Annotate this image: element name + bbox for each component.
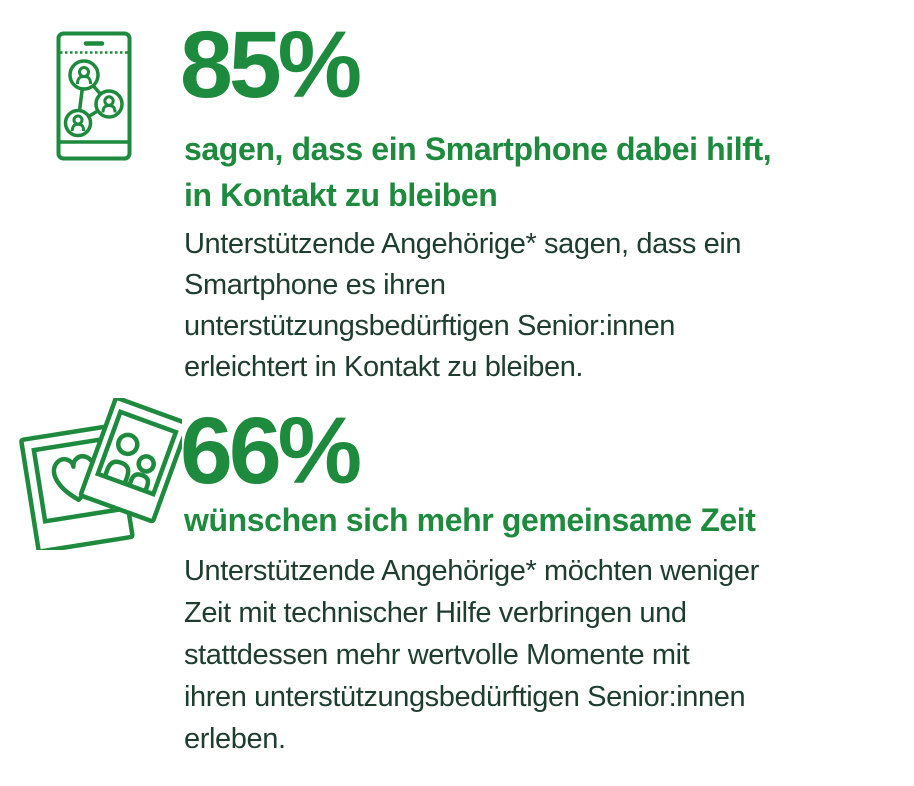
stat-heading-shared-time xyxy=(184,497,755,543)
body-line: erleben. xyxy=(184,723,286,755)
stat-value-shared-time: 66% xyxy=(180,398,359,504)
heading-line: sagen, dass ein Smartphone dabei hilft, xyxy=(184,131,772,167)
polaroid-photos-icon xyxy=(8,398,182,550)
stat-value-smartphone: 85% xyxy=(180,12,359,118)
body-line: erleichtert in Kontakt zu bleiben. xyxy=(184,351,584,383)
heading-line: in Kontakt zu bleiben xyxy=(184,177,498,213)
body-line: ihren unterstützungsbedürftigen Senior:innen xyxy=(184,681,746,713)
stat-body-smartphone xyxy=(184,224,741,388)
body-line: stattdessen mehr wertvolle Momente mit xyxy=(184,639,690,671)
body-line: Unterstützende Angehörige* sagen, dass ein xyxy=(184,228,742,260)
stat-body-shared-time xyxy=(184,550,759,760)
body-line: unterstützungsbedürftigen Senior:innen xyxy=(184,310,676,342)
body-line: Zeit mit technischer Hilfe verbringen und xyxy=(184,597,687,629)
body-line: Unterstützende Angehörige* möchten weniger xyxy=(184,555,759,587)
smartphone-share-icon xyxy=(56,31,132,161)
stat-heading-smartphone xyxy=(184,126,771,218)
body-line: Smartphone es ihren xyxy=(184,269,446,301)
heading-line: wünschen sich mehr gemeinsame Zeit xyxy=(184,502,756,538)
